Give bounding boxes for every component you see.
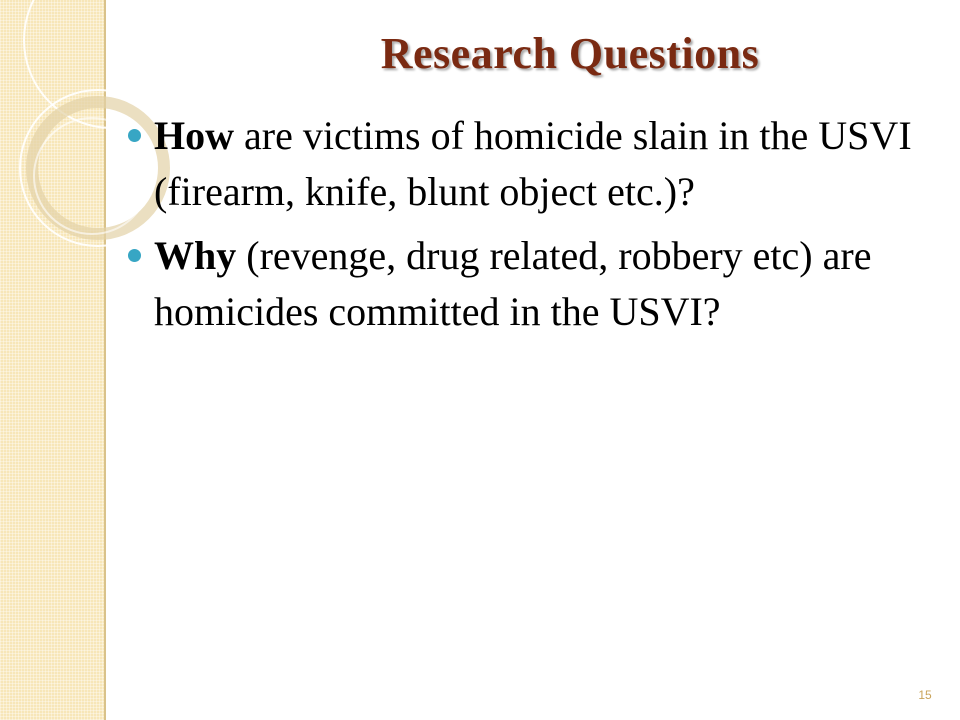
bullet-dot-icon (128, 129, 141, 142)
bullet-dot-icon (128, 249, 141, 262)
bullet-text: are victims of homicide slain in the USVI (firearm, knife, blunt object etc.)? (154, 113, 912, 214)
bullet-item-how (128, 108, 928, 220)
bullet-lead-word: Why (154, 233, 237, 278)
bullet-list (128, 108, 928, 348)
bullet-text: (revenge, drug related, robbery etc) are homicides committed in the USVI? (154, 233, 872, 334)
bullet-item-why (128, 228, 928, 340)
page-number: 15 (918, 688, 932, 702)
slide-title: Research Questions (380, 29, 760, 78)
bullet-lead-word: How (154, 113, 234, 158)
